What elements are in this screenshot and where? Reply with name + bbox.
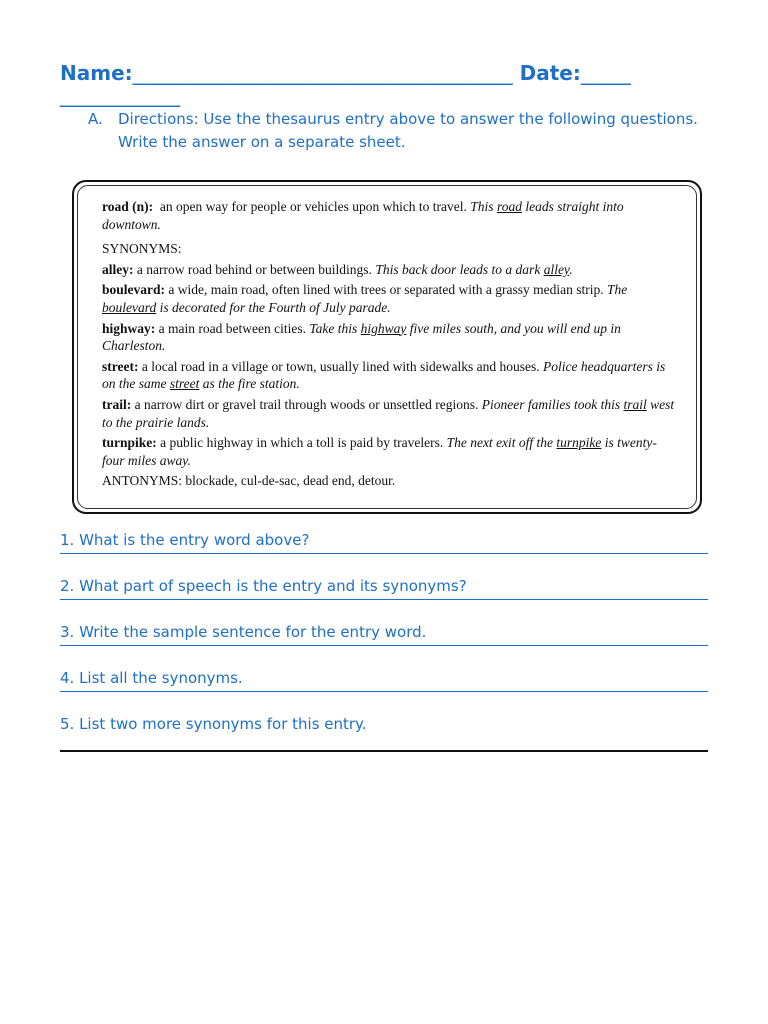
date-label: Date: <box>519 61 581 85</box>
synonym-entry <box>102 434 677 469</box>
name-label: Name: <box>60 61 133 85</box>
synonym-example: Take this highway five miles south, and you will end up in Charleston. <box>102 320 621 354</box>
synonym-entry <box>102 320 677 355</box>
directions-marker: A. <box>88 110 103 128</box>
synonym-word: street: <box>102 358 139 374</box>
synonym-entry <box>102 281 677 316</box>
answer-line-3[interactable] <box>60 645 708 646</box>
synonym-example: This back door leads to a dark alley. <box>375 261 573 277</box>
synonym-list <box>102 261 677 470</box>
synonym-definition: a main road between cities. <box>158 320 306 336</box>
synonym-entry <box>102 358 677 393</box>
synonyms-heading: SYNONYMS: <box>102 241 182 257</box>
synonym-definition: a narrow dirt or gravel trail through woods or unsettled regions. <box>134 396 479 412</box>
synonym-example: The next exit off the turnpike is twenty-four miles away. <box>102 435 657 468</box>
synonym-definition: a public highway in which a toll is paid by travelers. <box>160 435 444 451</box>
answer-line-1[interactable] <box>60 553 708 554</box>
date-blank-continued[interactable]: ____________ <box>60 83 180 107</box>
synonym-example: Police headquarters is on the same street as the fire station. <box>102 358 666 392</box>
question-2: 2. What part of speech is the entry and its synonyms? <box>60 577 467 595</box>
synonym-word: boulevard: <box>102 282 166 298</box>
synonym-definition: a wide, main road, often lined with trees or separated with a grassy median strip. <box>168 282 604 298</box>
synonym-definition: a narrow road behind or between buildings. <box>136 261 372 277</box>
name-blank[interactable]: ______________________________________ <box>132 61 513 85</box>
synonym-word: highway: <box>102 320 156 336</box>
question-list <box>60 530 708 774</box>
synonym-example: The boulevard is decorated for the Fourth of July parade. <box>102 282 628 315</box>
synonym-word: turnpike: <box>102 435 157 451</box>
answer-line-5[interactable] <box>60 750 708 752</box>
entry-definition: an open way for people or vehicles upon which to travel. <box>159 199 467 214</box>
antonyms-line: ANTONYMS: blockade, cul-de-sac, dead end, detour. <box>102 473 396 489</box>
synonym-word: alley: <box>102 261 134 277</box>
question-5: 5. List two more synonyms for this entry. <box>60 715 367 733</box>
synonym-word: trail: <box>102 396 132 412</box>
entry-example: This road leads straight into downtown. <box>102 199 624 232</box>
answer-line-2[interactable] <box>60 599 708 600</box>
question-4: 4. List all the synonyms. <box>60 669 243 687</box>
date-blank[interactable]: _____ <box>580 61 631 85</box>
thesaurus-entry-box <box>72 180 702 514</box>
synonym-example: Pioneer families took this trail west to the prairie lands. <box>102 396 675 430</box>
directions <box>88 108 698 154</box>
synonym-entry <box>102 261 677 279</box>
synonym-definition: a local road in a village or town, usually lined with sidewalks and houses. <box>141 358 540 374</box>
thesaurus-entry <box>102 198 677 493</box>
answer-line-4[interactable] <box>60 691 708 692</box>
synonym-entry <box>102 396 677 431</box>
entry-headword: road (n): <box>102 199 154 214</box>
entry-headword-line <box>102 198 677 233</box>
question-1: 1. What is the entry word above? <box>60 531 310 549</box>
directions-text: Directions: Use the thesaurus entry above to answer the following questions. Write the answer on a separate sheet. <box>118 110 698 151</box>
question-3: 3. Write the sample sentence for the entry word. <box>60 623 427 641</box>
